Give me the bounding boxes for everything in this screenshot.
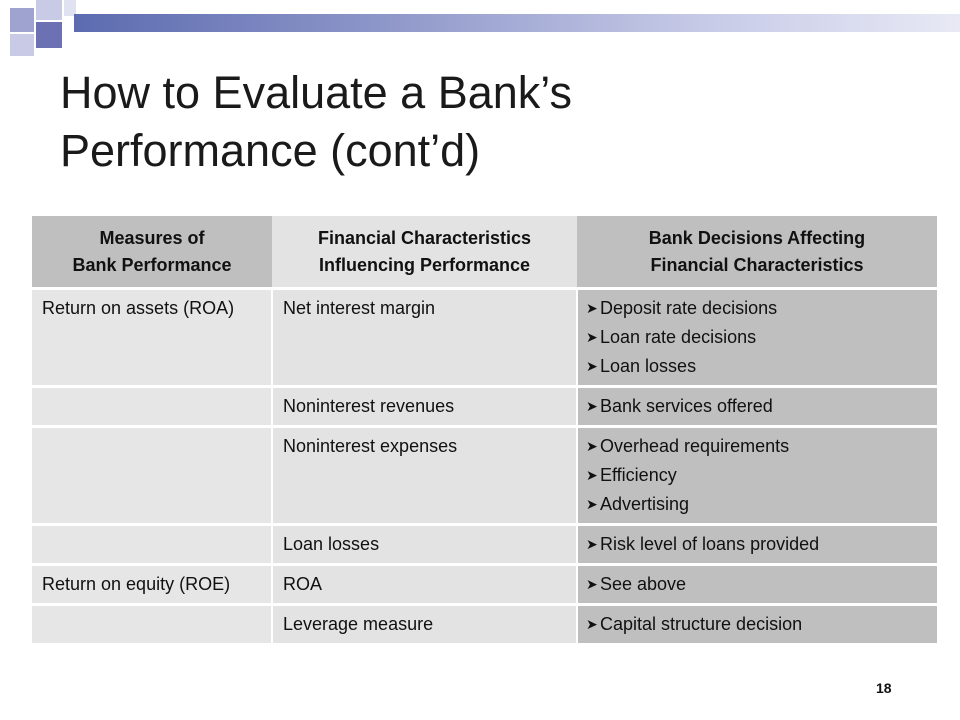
decisions-list — [586, 432, 927, 519]
decision-text: Advertising — [600, 494, 690, 514]
arrowhead-bullet-icon: ➤ — [586, 616, 598, 632]
decision-item — [586, 392, 927, 421]
arrowhead-bullet-icon: ➤ — [586, 300, 598, 316]
decisions-list — [586, 392, 927, 421]
characteristic-cell: Noninterest expenses — [272, 427, 577, 525]
characteristic-cell: Noninterest revenues — [272, 387, 577, 427]
decision-item — [586, 490, 927, 519]
table-row — [32, 427, 937, 525]
decision-text: Bank services offered — [600, 396, 773, 416]
characteristic-cell: ROA — [272, 565, 577, 605]
decor-square — [36, 22, 62, 48]
arrowhead-bullet-icon: ➤ — [586, 398, 598, 414]
arrowhead-bullet-icon: ➤ — [586, 496, 598, 512]
header-line: Measures of — [99, 227, 205, 248]
decision-item — [586, 610, 927, 639]
decision-text: Loan rate decisions — [600, 327, 757, 347]
measure-cell — [32, 605, 272, 645]
measure-cell — [32, 525, 272, 565]
decisions-cell — [577, 605, 937, 645]
arrowhead-bullet-icon: ➤ — [586, 329, 598, 345]
table-row — [32, 605, 937, 645]
measure-cell — [32, 387, 272, 427]
header-measures — [32, 216, 272, 289]
header-line: Financial Characteristics — [317, 227, 532, 248]
decisions-cell — [577, 289, 937, 387]
measure-cell — [32, 427, 272, 525]
arrowhead-bullet-icon: ➤ — [586, 467, 598, 483]
header-line: Financial Characteristics — [650, 254, 864, 275]
header-line: Bank Decisions Affecting — [648, 227, 866, 248]
decision-text: Risk level of loans provided — [600, 534, 820, 554]
decision-text: Efficiency — [600, 465, 677, 485]
decision-text: Loan losses — [600, 356, 697, 376]
header-characteristics — [272, 216, 577, 289]
performance-table — [32, 216, 937, 646]
decision-item — [586, 323, 927, 352]
table-row — [32, 289, 937, 387]
arrowhead-bullet-icon: ➤ — [586, 438, 598, 454]
decision-item — [586, 352, 927, 381]
decision-text: Capital structure decision — [600, 614, 803, 634]
decision-item — [586, 530, 927, 559]
decisions-cell — [577, 387, 937, 427]
decor-square — [10, 34, 34, 56]
decision-item — [586, 570, 927, 599]
page-number: 18 — [876, 680, 892, 696]
header-decisions — [577, 216, 937, 289]
decision-item — [586, 461, 927, 490]
decisions-list — [586, 294, 927, 381]
decision-text: Deposit rate decisions — [600, 298, 778, 318]
decor-square — [36, 0, 62, 20]
decisions-list — [586, 610, 927, 639]
slide-title: How to Evaluate a Bank’s Performance (cont’d) — [60, 67, 572, 176]
decision-item — [586, 294, 927, 323]
decisions-cell — [577, 427, 937, 525]
measure-cell: Return on equity (ROE) — [32, 565, 272, 605]
decisions-cell — [577, 565, 937, 605]
arrowhead-bullet-icon: ➤ — [586, 536, 598, 552]
header-line: Bank Performance — [72, 254, 232, 275]
table-row — [32, 525, 937, 565]
header-line: Influencing Performance — [318, 254, 531, 275]
measure-cell: Return on assets (ROA) — [32, 289, 272, 387]
decision-item — [586, 432, 927, 461]
decisions-list — [586, 530, 927, 559]
decor-square — [10, 8, 34, 32]
decisions-cell — [577, 525, 937, 565]
header-accent-bar — [74, 14, 960, 32]
arrowhead-bullet-icon: ➤ — [586, 358, 598, 374]
characteristic-cell: Loan losses — [272, 525, 577, 565]
table-row — [32, 387, 937, 427]
characteristic-cell: Net interest margin — [272, 289, 577, 387]
arrowhead-bullet-icon: ➤ — [586, 576, 598, 592]
decisions-list — [586, 570, 927, 599]
characteristic-cell: Leverage measure — [272, 605, 577, 645]
table-header-row — [32, 216, 937, 289]
table-row — [32, 565, 937, 605]
decision-text: See above — [600, 574, 687, 594]
decision-text: Overhead requirements — [600, 436, 790, 456]
